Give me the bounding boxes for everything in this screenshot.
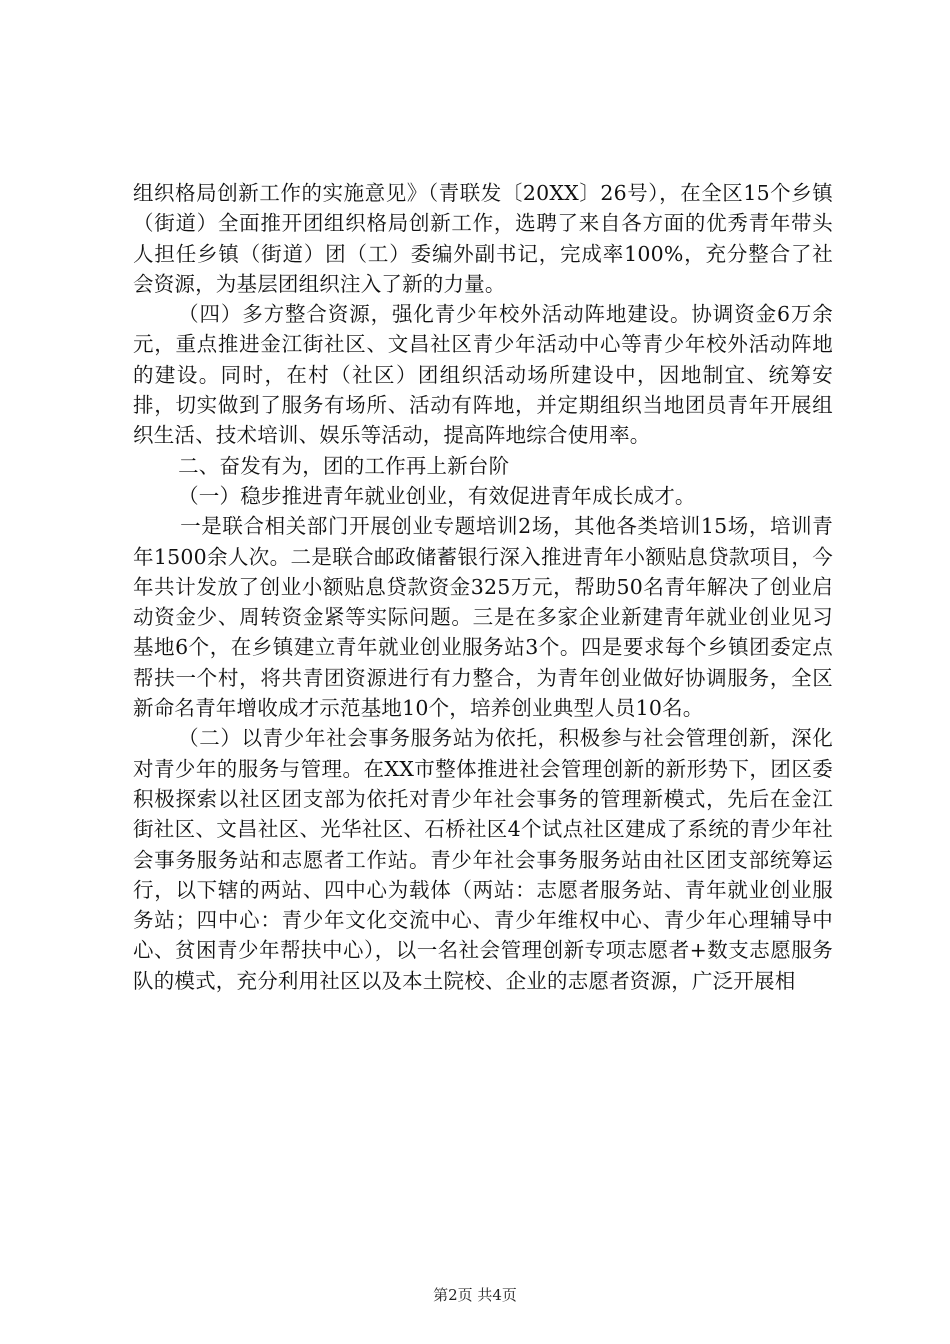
subheading-one: （一）稳步推进青年就业创业，有效促进青年成长成才。 <box>178 483 696 508</box>
document-body <box>133 178 833 996</box>
paragraph-continuation: 组织格局创新工作的实施意见》（青联发〔20XX〕26号），在全区15个乡镇（街道）全面推开团组织格局创新工作，选聘了来自各方面的优秀青年带头人担任乡镇（街道）团（工）委编外副书记，完成率100%，充分整合了社会资源，为基层团组织注入了新的力量。 <box>133 181 833 296</box>
paragraph-social-service: （二）以青少年社会事务服务站为依托，积极参与社会管理创新，深化对青少年的服务与管理。在XX市整体推进社会管理创新的新形势下，团区委积极探索以社区团支部为依托对青少年社会事务的管理新模式，先后在金江街社区、文昌社区、光华社区、石桥社区4个试点社区建成了系统的青少年社会事务服务站和志愿者工作站。青少年社会事务服务站由社区团支部统筹运行，以下辖的两站、四中心为载体（两站：志愿者服务站、青年就业创业服务站；四中心：青少年文化交流中心、青少年维权中心、青少年心理辅导中心、贫困青少年帮扶中心），以一名社会管理创新专项志愿者+数支志愿服务队的模式，充分利用社区以及本土院校、企业的志愿者资源，广泛开展相 <box>133 726 833 993</box>
page-footer: 第2页 共4页 <box>433 1286 517 1304</box>
section-heading-two: 二、奋发有为，团的工作再上新台阶 <box>178 453 510 478</box>
paragraph-section-four: （四）多方整合资源，强化青少年校外活动阵地建设。协调资金6万余元，重点推进金江街社区、文昌社区青少年活动中心等青少年校外活动阵地的建设。同时，在村（社区）团组织活动场所建设中，因地制宜、统筹安排，切实做到了服务有场所、活动有阵地，并定期组织当地团员青年开展组织生活、技术培训、娱乐等活动，提高阵地综合使用率。 <box>133 302 833 448</box>
paragraph-employment: 一是联合相关部门开展创业专题培训2场，其他各类培训15场，培训青年1500余人次。二是联合邮政储蓄银行深入推进青年小额贴息贷款项目，今年共计发放了创业小额贴息贷款资金325万元，帮助50名青年解决了创业启动资金少、周转资金紧等实际问题。三是在多家企业新建青年就业创业见习基地6个，在乡镇建立青年就业创业服务站3个。四是要求每个乡镇团委定点帮扶一个村，将共青团资源进行有力整合，为青年创业做好协调服务，全区新命名青年增收成才示范基地10个，培养创业典型人员10名。 <box>133 514 833 721</box>
